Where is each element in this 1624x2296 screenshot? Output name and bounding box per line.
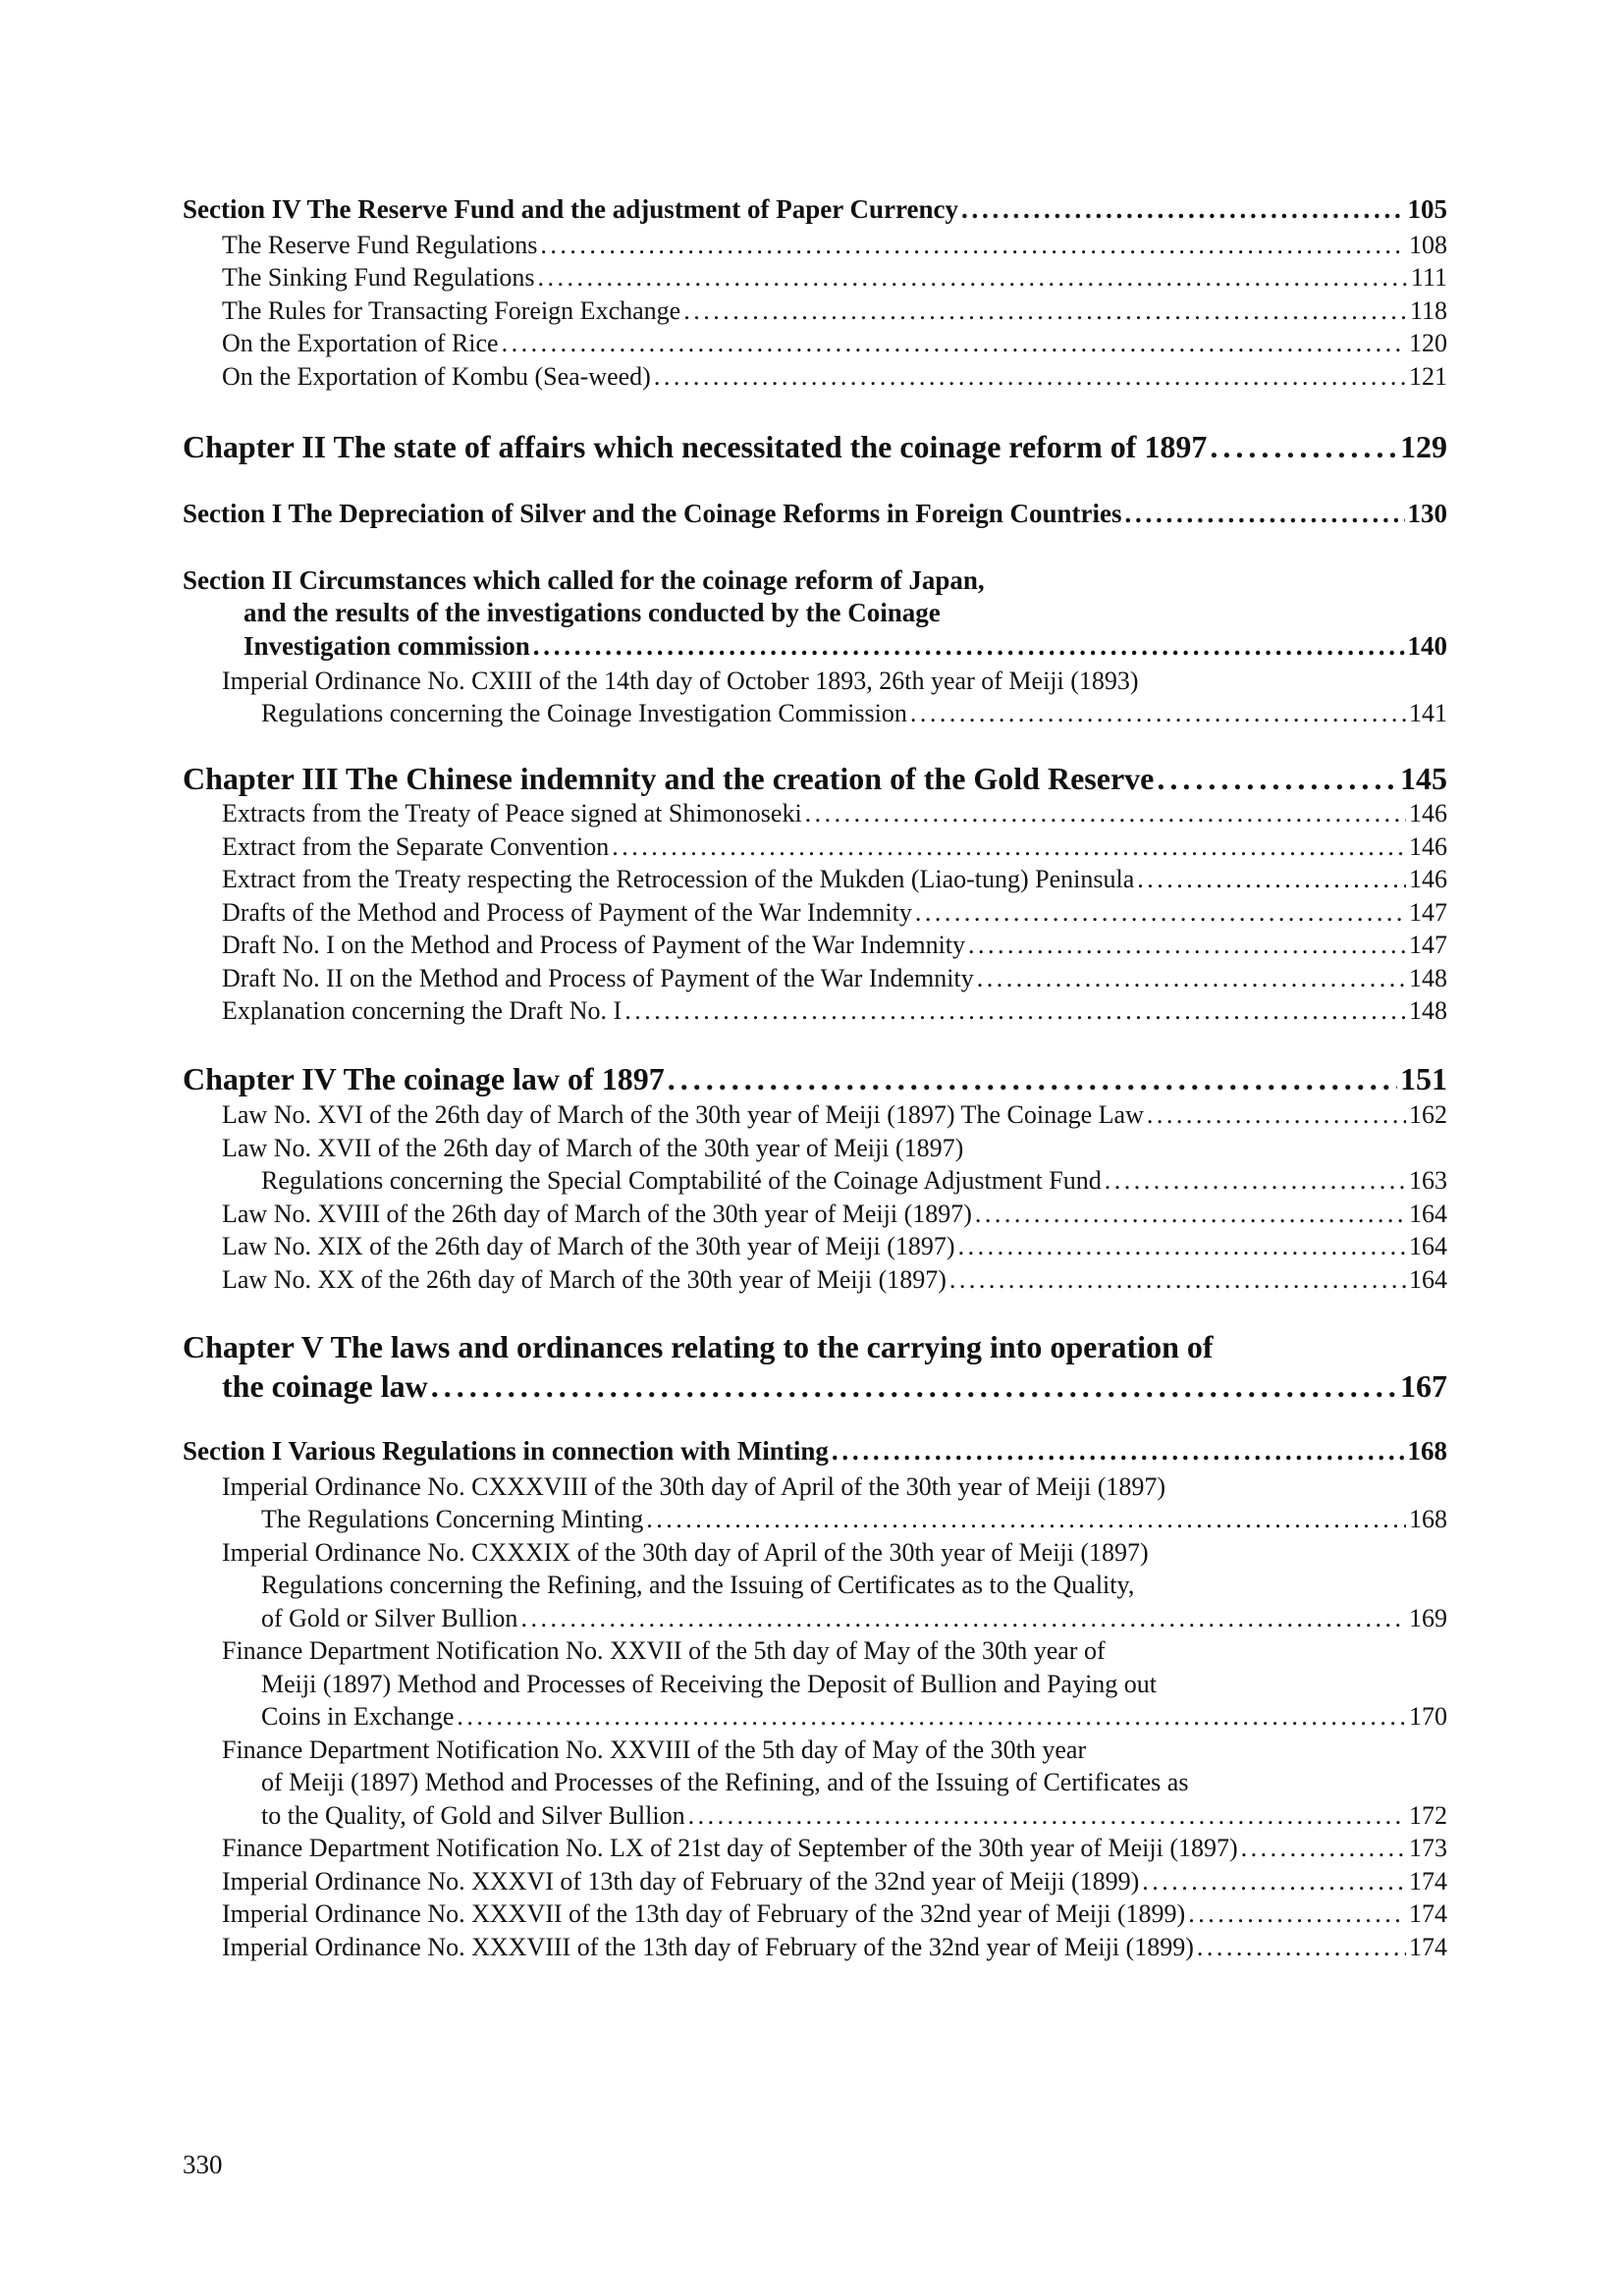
toc-page-number: 163 [1409, 1166, 1447, 1195]
toc-entry-title: Imperial Ordinance No. CXXXIX of the 30th day of April of the 30th year of Meiji (1897) [222, 1538, 1149, 1567]
dot-leader [1157, 763, 1397, 794]
toc-entry [183, 900, 1447, 926]
toc-entry [183, 331, 1447, 356]
toc-page-number: 130 [1407, 499, 1447, 528]
toc-entry-title: Section II Circumstances which called for the coinage reform of Japan, [183, 565, 985, 595]
toc-entry [183, 1869, 1447, 1895]
toc-entry [183, 1836, 1447, 1861]
toc-page-number: 140 [1407, 631, 1447, 661]
toc-entry [183, 933, 1447, 958]
toc-page-number: 147 [1409, 898, 1447, 927]
toc-entry-title: The Reserve Fund Regulations [222, 231, 538, 259]
toc-entry-title: Investigation commission [244, 631, 530, 661]
toc-entry-title: Imperial Ordinance No. CXIII of the 14th day of October 1893, 26th year of Meiji (1893) [222, 667, 1139, 695]
toc-entry-title: Finance Department Notification No. LX of 21st day of September of the 30th year of Meiji (1897) [222, 1834, 1238, 1862]
toc-entry [183, 1507, 1447, 1532]
toc-entry [183, 1935, 1447, 1960]
toc-page-number: 147 [1409, 931, 1447, 959]
toc-entry-title: Chapter IV The coinage law of 1897 [183, 1061, 665, 1096]
toc-page-number: 111 [1410, 263, 1447, 292]
toc-entry [183, 1737, 1447, 1763]
chapter-heading [183, 1331, 1447, 1362]
toc-entry [183, 1540, 1447, 1566]
toc-entry-title: Section IV The Reserve Fund and the adjustment of Paper Currency [183, 194, 959, 224]
dot-leader [1197, 1935, 1406, 1960]
toc-entry [183, 668, 1447, 694]
dot-leader [1147, 1102, 1406, 1128]
dot-leader [457, 1704, 1406, 1730]
toc-page-number: 174 [1409, 1899, 1447, 1928]
dot-leader [832, 1438, 1405, 1465]
toc-entry-title: Draft No. I on the Method and Process of Payment of the War Indemnity [222, 931, 966, 959]
toc-page-number: 120 [1409, 329, 1447, 357]
toc-entry-title: of Gold or Silver Bullion [261, 1604, 518, 1632]
chapter-heading [183, 1370, 1447, 1402]
toc-entry-title: Finance Department Notification No. XXVII of the 5th day of May of the 30th year of [222, 1636, 1106, 1665]
toc-page-number: 141 [1409, 699, 1447, 727]
dot-leader [949, 1267, 1406, 1293]
toc-page-number: 164 [1409, 1200, 1447, 1228]
dot-leader [612, 834, 1406, 860]
page-number: 330 [183, 2150, 223, 2179]
toc-entry-title: Section I Various Regulations in connection with Minting [183, 1436, 829, 1466]
toc-page-number: 108 [1409, 231, 1447, 259]
dot-leader [968, 933, 1406, 958]
toc-entry [183, 1234, 1447, 1259]
toc-entry-title: Law No. XX of the 26th day of March of the 30th year of Meiji (1897) [222, 1265, 947, 1294]
toc-entry-title: of Meiji (1897) Method and Processes of the Refining, and of the Issuing of Certificates as [261, 1768, 1189, 1796]
toc-entry-title: The Sinking Fund Regulations [222, 263, 535, 292]
toc-entry-title: Imperial Ordinance No. XXXVII of the 13th day of February of the 32nd year of Meiji (1899) [222, 1899, 1186, 1928]
toc-page-number: 121 [1409, 362, 1447, 391]
toc-entry-title: On the Exportation of Kombu (Sea-weed) [222, 362, 651, 391]
toc-page-number: 118 [1409, 296, 1447, 325]
dot-leader [533, 633, 1405, 660]
toc-entry [183, 1168, 1447, 1194]
dot-leader [624, 998, 1406, 1024]
section-heading [183, 501, 1447, 527]
toc-entry [183, 998, 1447, 1024]
dot-leader [668, 1063, 1397, 1095]
dot-leader [683, 298, 1407, 324]
toc-entry [183, 834, 1447, 860]
chapter-heading [183, 1063, 1447, 1095]
dot-leader [1241, 1836, 1406, 1861]
section-heading [183, 1438, 1447, 1465]
dot-leader [1124, 501, 1404, 527]
toc-entry-title: Finance Department Notification No. XXVIII of the 5th day of May of the 30th year [222, 1735, 1087, 1764]
toc-page-number: 168 [1409, 1505, 1447, 1533]
dot-leader [1210, 431, 1397, 462]
toc-entry-title: Chapter II The state of affairs which necessitated the coinage reform of 1897 [183, 429, 1208, 464]
toc-entry-title: Extract from the Treaty respecting the Retrocession of the Mukden (Liao-tung) Peninsula [222, 865, 1135, 893]
toc-entry-title: Imperial Ordinance No. CXXXVIII of the 30th day of April of the 30th year of Meiji (1897) [222, 1472, 1166, 1501]
toc-page-number: 170 [1409, 1702, 1447, 1731]
toc-page-number: 162 [1409, 1100, 1447, 1129]
dot-leader [1188, 1901, 1406, 1927]
toc-entry-title: Imperial Ordinance No. XXXVIII of the 13th day of February of the 32nd year of Meiji (1899) [222, 1933, 1194, 1961]
dot-leader [538, 265, 1408, 291]
dot-leader [1137, 867, 1406, 892]
toc-entry-title: Extract from the Separate Convention [222, 832, 610, 861]
toc-entry [183, 1102, 1447, 1128]
toc-entry [183, 1201, 1447, 1227]
chapter-heading [183, 763, 1447, 794]
toc-entry-title: Drafts of the Method and Process of Payment of the War Indemnity [222, 898, 912, 927]
dot-leader [805, 801, 1406, 827]
toc-entry-title: Chapter III The Chinese indemnity and the creation of the Gold Reserve [183, 761, 1155, 796]
toc-page-number: 148 [1409, 964, 1447, 992]
toc-page-number: 164 [1409, 1265, 1447, 1294]
toc-entry [183, 1704, 1447, 1730]
toc-page-number: 129 [1400, 429, 1447, 464]
toc-entry [183, 1267, 1447, 1293]
toc-entry-title: Extracts from the Treaty of Peace signed at Shimonoseki [222, 799, 802, 828]
section-heading [183, 196, 1447, 223]
toc-entry [183, 233, 1447, 258]
toc-entry-title: Regulations concerning the Coinage Investigation Commission [261, 699, 907, 727]
toc-entry-title: Imperial Ordinance No. XXXVI of 13th day of February of the 32nd year of Meiji (1899) [222, 1867, 1140, 1896]
toc-page-number: 168 [1407, 1436, 1447, 1466]
toc-entry [183, 1573, 1447, 1598]
chapter-heading [183, 431, 1447, 462]
toc-page-number: 105 [1407, 194, 1447, 224]
toc-entry [183, 1606, 1447, 1631]
toc-entry [183, 1136, 1447, 1161]
toc-entry-title: Section I The Depreciation of Silver and the Coinage Reforms in Foreign Countries [183, 499, 1122, 528]
toc-entry-title: Regulations concerning the Refining, and the Issuing of Certificates as to the Quality, [261, 1571, 1135, 1599]
toc-entry-title: Regulations concerning the Special Comptabilité of the Coinage Adjustment Fund [261, 1166, 1102, 1195]
dot-leader [961, 196, 1404, 223]
toc-page-number: 172 [1409, 1801, 1447, 1830]
toc-entry [183, 1901, 1447, 1927]
dot-leader [646, 1507, 1406, 1532]
toc-entry [183, 1638, 1447, 1664]
toc-entry [183, 298, 1447, 324]
dot-leader [520, 1606, 1406, 1631]
toc-entry-title: Meiji (1897) Method and Processes of Receiving the Deposit of Bullion and Paying out [261, 1670, 1158, 1698]
toc-page-number: 145 [1400, 761, 1447, 796]
toc-entry [183, 1474, 1447, 1500]
toc-entry [183, 966, 1447, 991]
toc-entry-title: The Regulations Concerning Minting [261, 1505, 644, 1533]
toc-entry-title: Law No. XIX of the 26th day of March of the 30th year of Meiji (1897) [222, 1232, 955, 1260]
section-heading [183, 633, 1447, 660]
toc-page-number: 174 [1409, 1867, 1447, 1896]
dot-leader [1105, 1168, 1406, 1194]
toc-entry-title: Chapter V The laws and ordinances relating to the carrying into operation of [183, 1329, 1214, 1364]
toc-entry [183, 1672, 1447, 1697]
toc-page-number: 148 [1409, 996, 1447, 1025]
dot-leader [977, 966, 1406, 991]
section-heading [183, 567, 1447, 594]
toc-entry-title: Coins in Exchange [261, 1702, 455, 1731]
dot-leader [688, 1803, 1406, 1829]
toc-entry-title: and the results of the investigations conducted by the Coinage [244, 598, 941, 627]
dot-leader [975, 1201, 1406, 1227]
toc-entry [183, 364, 1447, 390]
toc-entry-title: Law No. XVIII of the 26th day of March of the 30th year of Meiji (1897) [222, 1200, 972, 1228]
dot-leader [910, 701, 1406, 726]
toc-entry-title: to the Quality, of Gold and Silver Bullion [261, 1801, 685, 1830]
dot-leader [654, 364, 1406, 390]
toc-entry-title: Explanation concerning the Draft No. I [222, 996, 623, 1025]
toc-entry [183, 1803, 1447, 1829]
toc-entry [183, 701, 1447, 726]
toc-entry-title: the coinage law [222, 1368, 428, 1404]
toc-entry-title: Law No. XVII of the 26th day of March of the 30th year of Meiji (1897) [222, 1134, 964, 1162]
toc-entry [183, 265, 1447, 291]
toc-page-number: 146 [1409, 799, 1447, 828]
toc-entry-title: Law No. XVI of the 26th day of March of the 30th year of Meiji (1897) The Coinage Law [222, 1100, 1144, 1129]
toc-page-number: 164 [1409, 1232, 1447, 1260]
toc-page-number: 174 [1409, 1933, 1447, 1961]
section-heading [183, 600, 1447, 626]
dot-leader [915, 900, 1406, 926]
toc-page-number: 169 [1409, 1604, 1447, 1632]
toc-entry [183, 867, 1447, 892]
dot-leader [502, 331, 1406, 356]
dot-leader [540, 233, 1406, 258]
toc-entry-title: The Rules for Transacting Foreign Exchange [222, 296, 681, 325]
dot-leader [958, 1234, 1406, 1259]
toc-entry [183, 801, 1447, 827]
toc-entry-title: On the Exportation of Rice [222, 329, 499, 357]
toc-page-number: 151 [1400, 1061, 1447, 1096]
toc-page-number: 146 [1409, 865, 1447, 893]
toc-entry-title: Draft No. II on the Method and Process of Payment of the War Indemnity [222, 964, 974, 992]
toc-entry [183, 1770, 1447, 1795]
dot-leader [431, 1370, 1397, 1402]
dot-leader [1142, 1869, 1406, 1895]
toc-page-number: 167 [1400, 1368, 1447, 1404]
toc-page-number: 173 [1409, 1834, 1447, 1862]
toc-page-number: 146 [1409, 832, 1447, 861]
